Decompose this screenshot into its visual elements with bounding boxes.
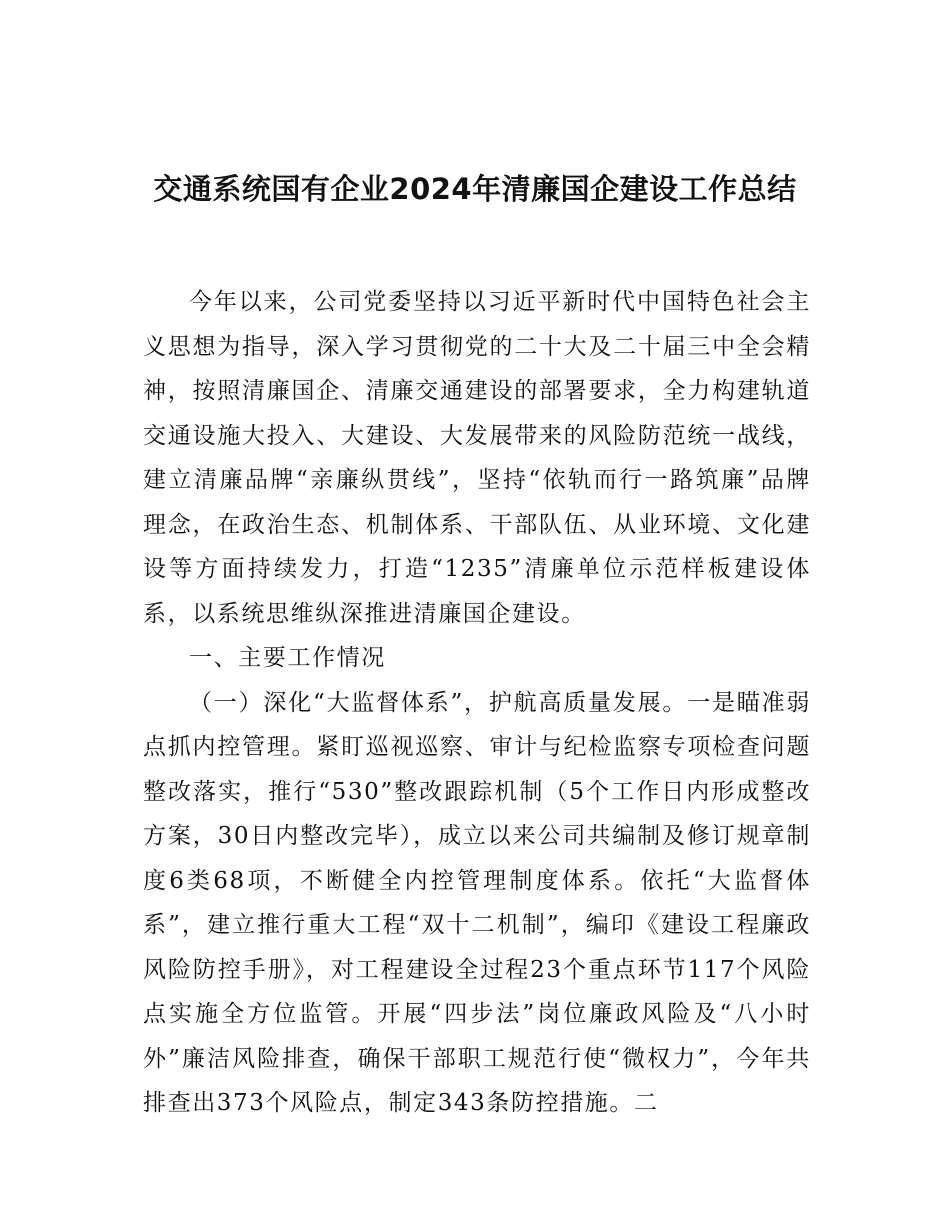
document-body [143,280,811,1126]
document-title: 交通系统国有企业2024年清廉国企建设工作总结 [153,172,797,206]
intro-paragraph: 今年以来，公司党委坚持以习近平新时代中国特色社会主义思想为指导，深入学习贯彻党的二十大及二十届三中全会精神，按照清廉国企、清廉交通建设的部署要求，全力构建轨道交通设施大投入、大建设、大发展带来的风险防范统一战线，建立清廉品牌“亲廉纵贯线”，坚持“依轨而行一路筑廉”品牌理念，在政治生态、机制体系、干部队伍、从业环境、文化建设等方面持续发力，打造“1235”清廉单位示范样板建设体系，以系统思维纵深推进清廉国企建设。 [143,289,811,627]
section-1-paragraph: （一）深化“大监督体系”，护航高质量发展。一是瞄准弱点抓内控管理。紧盯巡视巡察、审计与纪检监察专项检查问题整改落实，推行“530”整改跟踪机制（5个工作日内形成整改方案，30日内整改完毕），成立以来公司共编制及修订规章制度6类68项，不断健全内控管理制度体系。依托“大监督体系”，建立推行重大工程“双十二机制”，编印《建设工程廉政风险防控手册》，对工程建设全过程23个重点环节117个风险点实施全方位监管。开展“四步法”岗位廉政风险及“八小时外”廉洁风险排查，确保干部职工规范行使“微权力”，今年共排查出373个风险点，制定343条防控措施。二 [143,689,811,1116]
section-heading: 一、主要工作情况 [189,645,386,671]
